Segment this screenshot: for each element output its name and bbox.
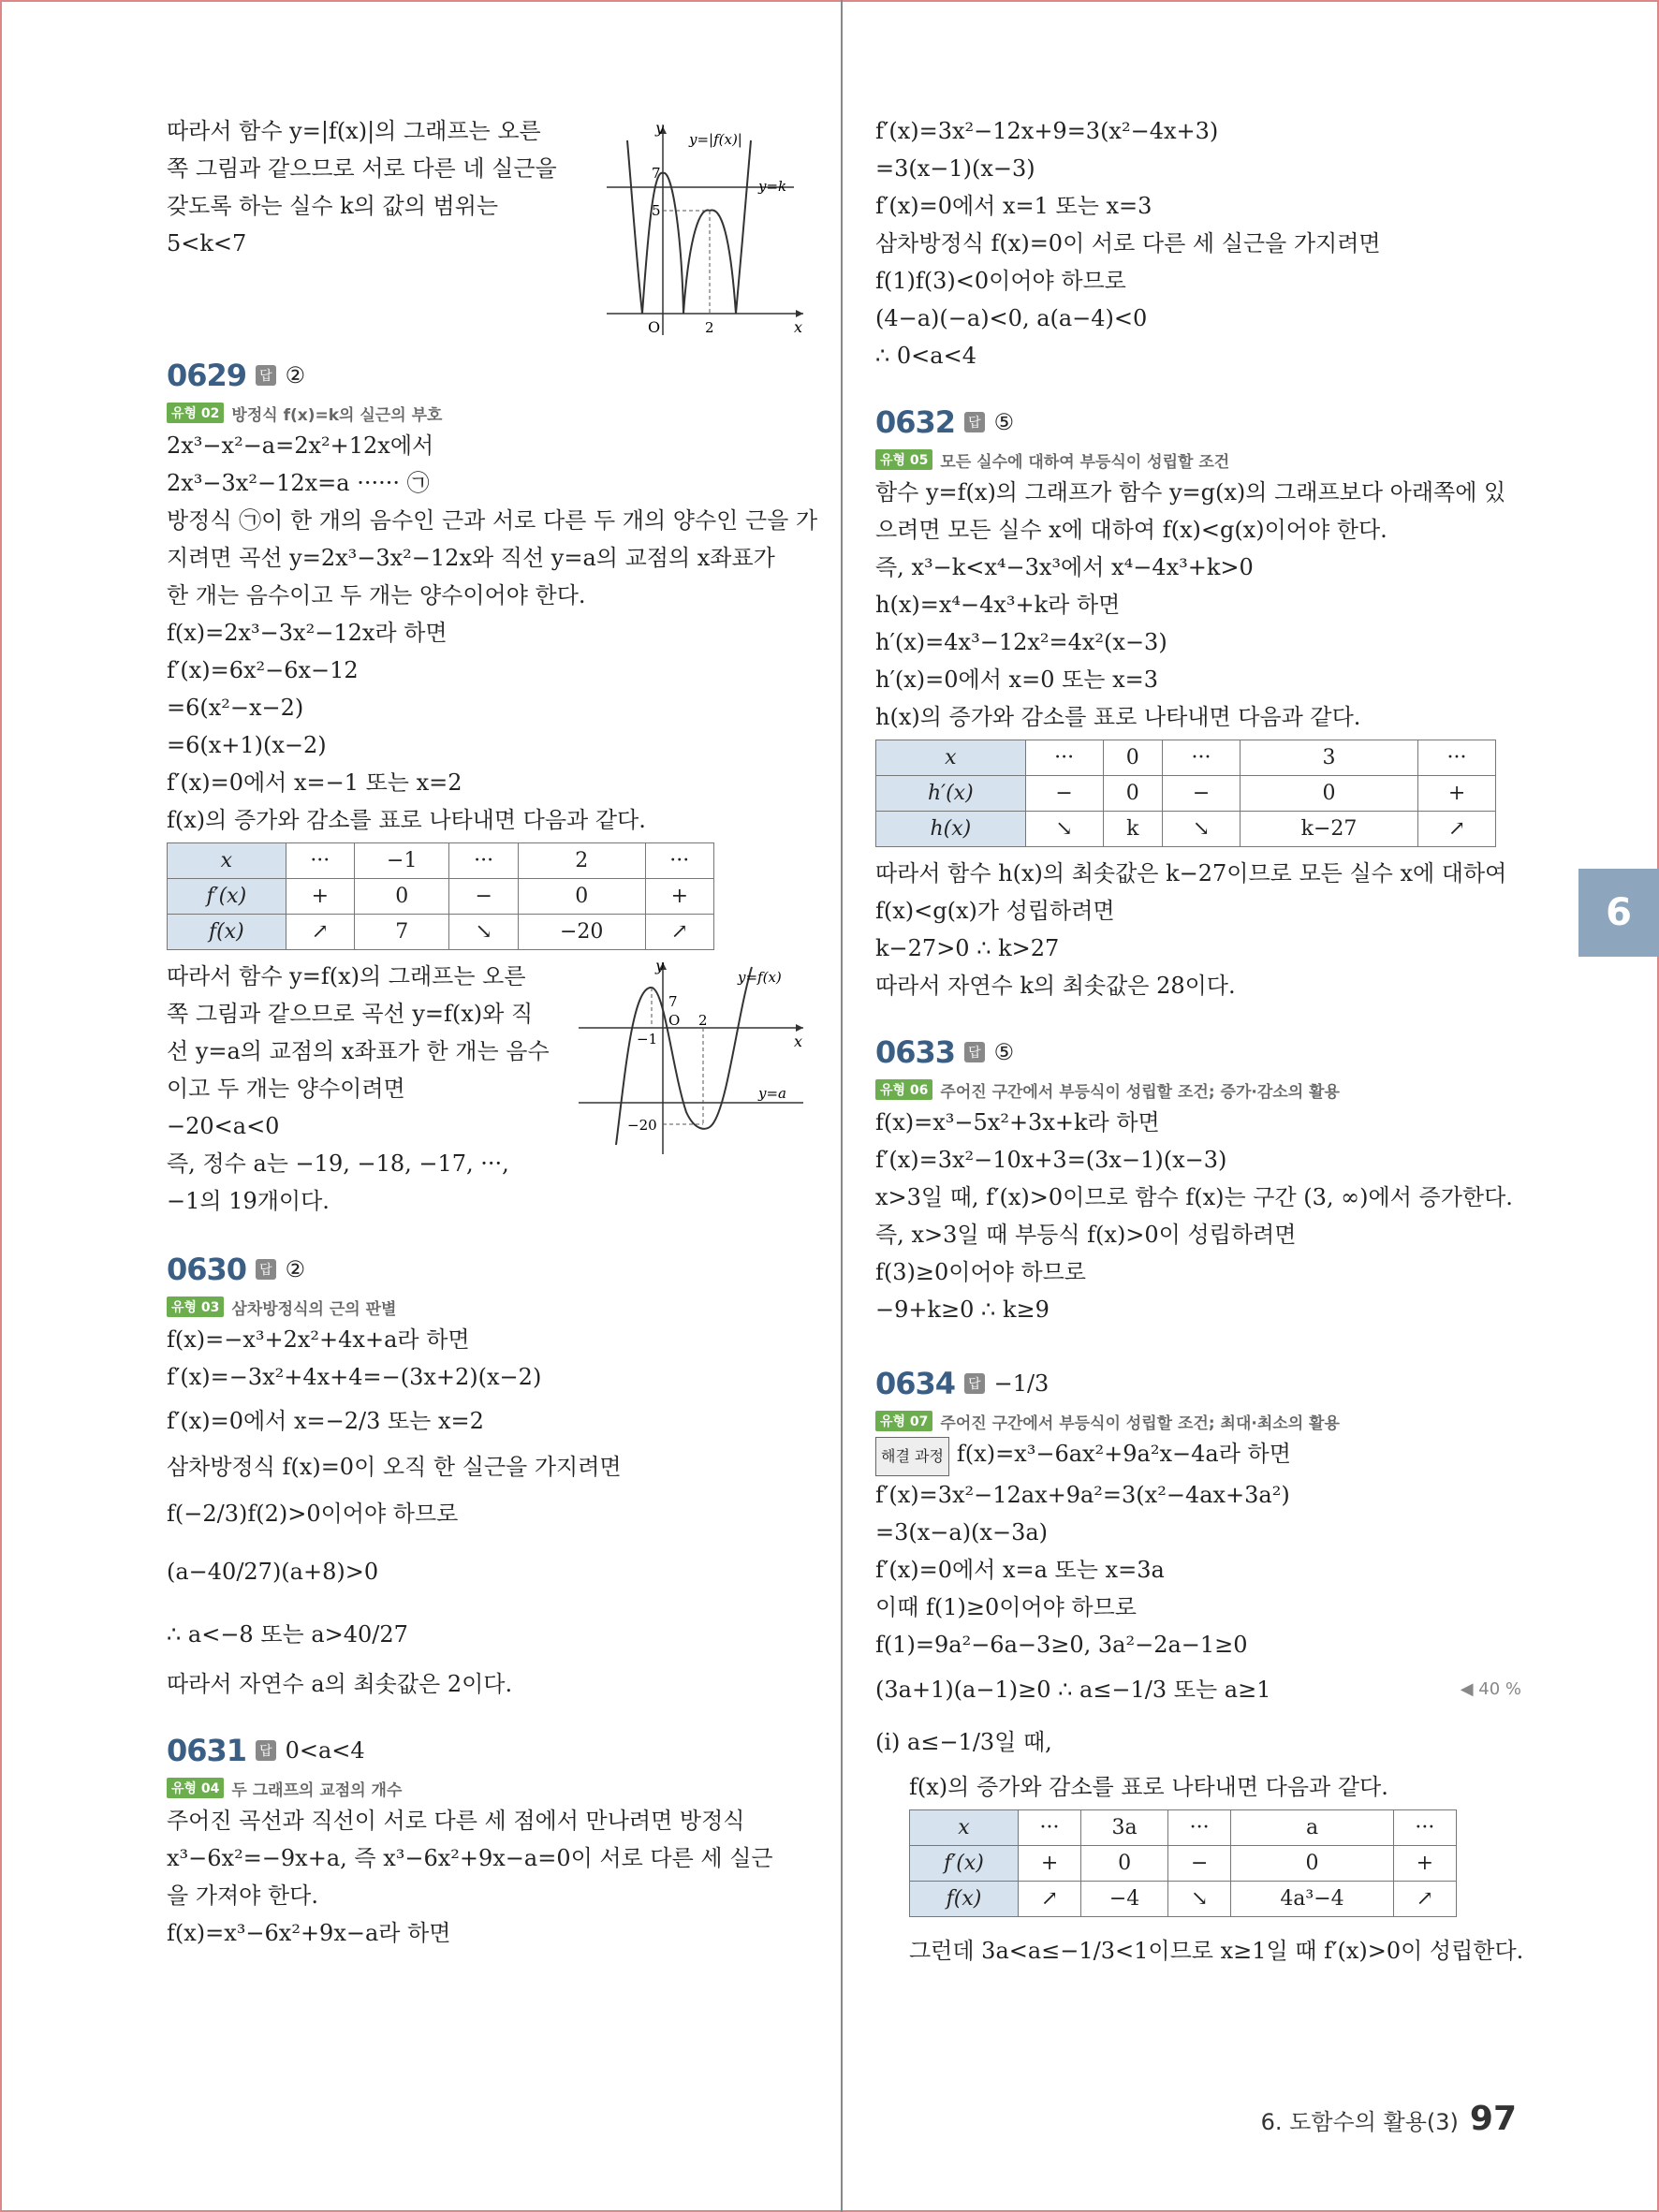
sol-line: −20<a<0	[167, 1113, 280, 1139]
sol-line: −9+k≥0 ∴ k≥9	[875, 1296, 1050, 1323]
table-cell: ↘	[449, 915, 518, 950]
sol-line: f(x)<g(x)가 성립하려면	[875, 898, 1115, 924]
graph1-line-label: y=k	[758, 178, 787, 195]
solution-process-badge: 해결 과정	[875, 1437, 949, 1476]
answer: ⑤	[993, 1039, 1015, 1065]
sol-line: f(x)의 증가와 감소를 표로 나타내면 다음과 같다.	[167, 807, 646, 833]
type-badge: 유형 05	[875, 449, 932, 470]
table-cell: x	[168, 843, 286, 879]
type-badge: 유형 06	[875, 1079, 932, 1100]
intro-line-1: 따라서 함수 y=|f(x)|의 그래프는 오른	[167, 118, 541, 144]
table-cell: 0	[1081, 1846, 1168, 1882]
sol-line: h′(x)=4x³−12x²=4x²(x−3)	[875, 629, 1167, 655]
table-cell: +	[645, 879, 713, 915]
right-column	[875, 112, 1524, 1977]
sol-line: −1의 19개이다.	[167, 1188, 330, 1214]
graph2-tick-m20: −20	[627, 1117, 657, 1134]
table-cell: 3a	[1081, 1810, 1168, 1846]
table-cell: 3	[1240, 740, 1417, 776]
table-cell: ···	[1163, 740, 1241, 776]
sol-line: (a−40/27)(a+8)>0	[167, 1559, 379, 1585]
type-title: 삼차방정식의 근의 판별	[231, 1299, 397, 1319]
intro-line-4: 5<k<7	[167, 230, 247, 256]
sol-line: 선 y=a의 교점의 x좌표가 한 개는 음수	[167, 1038, 550, 1064]
sol-line: k−27>0 ∴ k>27	[875, 935, 1060, 961]
graph2-x-axis-label: x	[794, 1033, 803, 1050]
sol-line: f(x)=2x³−3x²−12x라 하면	[167, 620, 448, 646]
problem-0632-solution-b	[875, 855, 1521, 1004]
graph1-tick-5: 5	[652, 202, 661, 219]
graph1-func-label: y=|f(x)|	[689, 131, 742, 148]
table-cell: +	[1418, 776, 1496, 812]
increase-decrease-table-0634	[909, 1809, 1457, 1917]
increase-decrease-table-0632	[875, 740, 1496, 847]
table-cell: ↗	[286, 915, 354, 950]
type-badge: 유형 03	[167, 1296, 224, 1317]
sol-line: 지려면 곡선 y=2x³−3x²−12x와 직선 y=a의 교점의 x좌표가	[167, 545, 775, 571]
sol-line: f′(x)=3x²−12ax+9a²=3(x²−4ax+3a²)	[875, 1482, 1290, 1508]
table-cell: k−27	[1240, 812, 1417, 847]
sol-line: 따라서 함수 h(x)의 최솟값은 k−27이므로 모든 실수 x에 대하여	[875, 860, 1507, 886]
table-cell: ···	[1025, 740, 1103, 776]
problem-0633-header	[875, 1029, 1521, 1076]
sol-line: 삼차방정식 f(x)=0이 서로 다른 세 실근을 가지려면	[875, 230, 1381, 256]
graph2-tick-2: 2	[698, 1012, 708, 1029]
table-cell: ↘	[1168, 1882, 1231, 1917]
sol-text: (3a+1)(a−1)≥0 ∴ a≤−1/3 또는 a≥1	[875, 1677, 1271, 1703]
sol-line: 따라서 자연수 a의 최솟값은 2이다.	[167, 1671, 513, 1697]
graph2-origin-label: O	[668, 1012, 681, 1029]
sol-line: ∴ 0<a<4	[875, 343, 976, 369]
sol-line: f(x)=−x³+2x²+4x+a라 하면	[167, 1326, 470, 1353]
graph2-tick-7: 7	[668, 993, 678, 1010]
sol-line: =6(x+1)(x−2)	[167, 732, 327, 758]
type-row	[167, 399, 813, 427]
table-cell: ···	[449, 843, 518, 879]
type-row	[167, 1293, 813, 1321]
sol-line: =3(x−1)(x−3)	[875, 155, 1035, 182]
graph1-y-axis-label: y	[655, 122, 665, 137]
abs-f-graph	[607, 122, 813, 337]
type-title: 주어진 구간에서 부등식이 성립할 조건; 최대·최소의 활용	[940, 1414, 1340, 1433]
answer-icon: 답	[964, 412, 985, 432]
answer: 0<a<4	[285, 1737, 365, 1764]
sol-line: 2x³−x²−a=2x²+12x에서	[167, 432, 434, 459]
chapter-title: 6. 도함수의 활용(3)	[1260, 2109, 1459, 2135]
table-cell: ···	[286, 843, 354, 879]
increase-decrease-table-0629	[167, 842, 714, 950]
type-badge: 유형 04	[167, 1778, 224, 1798]
f-cubic-graph	[579, 958, 808, 1159]
table-cell: f(x)	[910, 1882, 1019, 1917]
type-badge: 유형 02	[167, 403, 224, 423]
graph1-tick-7: 7	[652, 165, 661, 182]
sol-line: 주어진 곡선과 직선이 서로 다른 세 점에서 만나려면 방정식	[167, 1808, 745, 1834]
table-cell: −	[1025, 776, 1103, 812]
graph2-tick-m1: −1	[637, 1031, 658, 1047]
sol-line: f′(x)=0에서 x=a 또는 x=3a	[875, 1557, 1165, 1583]
sol-line: ∴ a<−8 또는 a>40/27	[167, 1621, 408, 1648]
answer-icon: 답	[256, 1740, 276, 1761]
table-cell: h(x)	[876, 812, 1026, 847]
graph2-line-label: y=a	[758, 1085, 786, 1102]
problem-number: 0631	[167, 1733, 247, 1768]
sol-line: f′(x)=0에서 x=1 또는 x=3	[875, 193, 1152, 219]
type-title: 주어진 구간에서 부등식이 성립할 조건; 증가·감소의 활용	[940, 1082, 1340, 1102]
problem-number: 0633	[875, 1034, 956, 1070]
intro-block	[167, 112, 813, 336]
sol-line: (4−a)(−a)<0, a(a−4)<0	[875, 305, 1148, 331]
problem-0634-header	[875, 1360, 1521, 1407]
sol-line: 한 개는 음수이고 두 개는 양수이어야 한다.	[167, 582, 586, 608]
sol-line: f(x)=x³−6x²+9x−a라 하면	[167, 1920, 451, 1946]
sol-line: 즉, x³−k<x⁴−3x³에서 x⁴−4x³+k>0	[875, 554, 1254, 580]
table-cell: f′(x)	[168, 879, 286, 915]
table-cell: ↘	[1025, 812, 1103, 847]
answer-icon: 답	[256, 1259, 276, 1280]
graph1-x-axis-label: x	[794, 318, 803, 336]
table-cell: h′(x)	[876, 776, 1026, 812]
table-cell: −	[1163, 776, 1241, 812]
table-cell: ···	[1393, 1810, 1456, 1846]
table-cell: 0	[518, 879, 645, 915]
graph2-y-axis-label: y	[655, 958, 665, 974]
page-number: 97	[1469, 2100, 1517, 2138]
left-column	[167, 112, 818, 1952]
type-row	[875, 1076, 1521, 1104]
table-cell: ↗	[645, 915, 713, 950]
chapter-side-tab: 6	[1578, 869, 1659, 957]
type-badge: 유형 07	[875, 1411, 932, 1431]
graph2-func-label: y=f(x)	[738, 969, 782, 986]
table-cell: x	[876, 740, 1026, 776]
table-cell: 7	[355, 915, 449, 950]
table-cell: k	[1103, 812, 1163, 847]
table-cell: +	[1018, 1846, 1080, 1882]
table-cell: −	[449, 879, 518, 915]
sol-line: f(1)=9a²−6a−3≥0, 3a²−2a−1≥0	[875, 1632, 1248, 1658]
table-cell: ···	[1168, 1810, 1231, 1846]
sol-line: x³−6x²=−9x+a, 즉 x³−6x²+9x−a=0이 서로 다른 세 실근	[167, 1845, 773, 1871]
sol-line: f′(x)=3x²−12x+9=3(x²−4x+3)	[875, 118, 1219, 144]
table-cell: 4a³−4	[1231, 1882, 1393, 1917]
answer-icon: 답	[964, 1373, 985, 1394]
problem-0631-solution	[167, 1802, 813, 1952]
sol-line: f(3)≥0이어야 하므로	[875, 1259, 1086, 1285]
table-cell: 0	[1103, 776, 1163, 812]
table-cell: 0	[355, 879, 449, 915]
sol-line: 따라서 함수 y=f(x)의 그래프는 오른	[167, 963, 526, 989]
problem-0631-continued	[875, 112, 1521, 374]
type-row	[875, 446, 1521, 474]
sol-line: 이때 f(1)≥0이어야 하므로	[875, 1594, 1137, 1620]
sol-line: h′(x)=0에서 x=0 또는 x=3	[875, 667, 1158, 693]
table-cell: f(x)	[168, 915, 286, 950]
table-cell: 0	[1231, 1846, 1393, 1882]
graph1-origin-label: O	[648, 318, 661, 336]
table-cell: −20	[518, 915, 645, 950]
answer: −1/3	[993, 1370, 1050, 1397]
intro-line-2: 쪽 그림과 같으므로 서로 다른 네 실근을	[167, 155, 557, 182]
table-cell: 0	[1240, 776, 1417, 812]
table-cell: x	[910, 1810, 1019, 1846]
sol-line: 삼차방정식 f(x)=0이 오직 한 실근을 가지려면	[167, 1454, 622, 1480]
sol-line: f′(x)=0에서 x=−2/3 또는 x=2	[167, 1408, 484, 1434]
sol-line: 함수 y=f(x)의 그래프가 함수 y=g(x)의 그래프보다 아래쪽에 있	[875, 479, 1506, 505]
sol-line: =6(x²−x−2)	[167, 695, 304, 721]
column-divider	[841, 0, 843, 2212]
problem-number: 0634	[875, 1366, 956, 1401]
table-cell: ↗	[1018, 1882, 1080, 1917]
sol-line	[875, 1435, 1521, 1476]
graph1-tick-2: 2	[705, 319, 714, 336]
case-line: (ⅰ) a≤−1/3일 때,	[875, 1729, 1052, 1755]
sol-line: f(−2/3)f(2)>0이어야 하므로	[167, 1501, 459, 1527]
percent-badge: ◀ 40 %	[1460, 1679, 1521, 1699]
sol-line: f′(x)=6x²−6x−12	[167, 657, 359, 683]
problem-0629-solution-b	[167, 958, 813, 1222]
answer: ⑤	[993, 409, 1015, 435]
problem-0634-solution	[875, 1435, 1524, 1977]
sol-line: 즉, 정수 a는 −19, −18, −17, ···,	[167, 1150, 509, 1177]
table-cell: −	[1168, 1846, 1231, 1882]
sol-line: f′(x)=3x²−10x+3=(3x−1)(x−3)	[875, 1147, 1227, 1173]
answer: ②	[285, 362, 306, 388]
answer-icon: 답	[256, 365, 276, 386]
sol-line: h(x)=x⁴−4x³+k라 하면	[875, 592, 1121, 618]
sol-line: 으려면 모든 실수 x에 대하여 f(x)<g(x)이어야 한다.	[875, 517, 1387, 543]
problem-number: 0629	[167, 358, 247, 393]
table-cell: ···	[1018, 1810, 1080, 1846]
type-row	[167, 1774, 813, 1802]
type-title: 방정식 f(x)=k의 실근의 부호	[231, 405, 443, 425]
problem-number: 0632	[875, 404, 956, 440]
type-row	[875, 1407, 1521, 1435]
problem-0629-solution-a	[167, 427, 818, 839]
problem-0629-header	[167, 352, 813, 399]
table-cell: ···	[1418, 740, 1496, 776]
problem-0630-header	[167, 1246, 813, 1293]
sol-line: f′(x)=0에서 x=−1 또는 x=2	[167, 769, 462, 796]
table-cell: ↗	[1393, 1882, 1456, 1917]
table-cell: ···	[645, 843, 713, 879]
table-cell: +	[286, 879, 354, 915]
table-cell: f′(x)	[910, 1846, 1019, 1882]
sol-line: x>3일 때, f′(x)>0이므로 함수 f(x)는 구간 (3, ∞)에서 증가한다.	[875, 1184, 1513, 1210]
sol-line	[875, 1663, 1521, 1716]
sol-line: =3(x−a)(x−3a)	[875, 1519, 1049, 1545]
sol-line: h(x)의 증가와 감소를 표로 나타내면 다음과 같다.	[875, 704, 1361, 730]
sol-line: f(x)=x³−5x²+3x+k라 하면	[875, 1109, 1160, 1135]
table-cell: ↗	[1418, 812, 1496, 847]
sol-line: 즉, x>3일 때 부등식 f(x)>0이 성립하려면	[875, 1222, 1297, 1248]
problem-0632-header	[875, 399, 1521, 446]
table-cell: −4	[1081, 1882, 1168, 1917]
problem-0633-solution	[875, 1104, 1521, 1328]
sol-line: f′(x)=−3x²+4x+4=−(3x+2)(x−2)	[167, 1364, 542, 1390]
problem-number: 0630	[167, 1252, 247, 1287]
type-title: 모든 실수에 대하여 부등식이 성립할 조건	[940, 452, 1230, 472]
sol-line: 2x³−3x²−12x=a ······ ㉠	[167, 470, 430, 496]
sol-line: 을 가져야 한다.	[167, 1882, 318, 1909]
problem-0630-solution	[167, 1321, 813, 1703]
sol-line: 방정식 ㉠이 한 개의 음수인 근과 서로 다른 두 개의 양수인 근을 가	[167, 507, 818, 534]
sol-line: 이고 두 개는 양수이려면	[167, 1076, 405, 1102]
sol-line: 따라서 자연수 k의 최솟값은 28이다.	[875, 973, 1236, 999]
type-title: 두 그래프의 교점의 개수	[231, 1780, 403, 1800]
sol-line: 쪽 그림과 같으므로 곡선 y=f(x)와 직	[167, 1001, 534, 1027]
sol-text: f(x)=x³−6ax²+9a²x−4a라 하면	[956, 1441, 1291, 1467]
problem-0632-solution-a	[875, 474, 1521, 736]
page-footer	[1261, 2100, 1517, 2138]
intro-line-3: 갖도록 하는 실수 k의 값의 범위는	[167, 193, 499, 219]
last-line: 그런데 3a<a≤−1/3<1이므로 x≥1일 때 f′(x)>0이 성립한다.	[909, 1938, 1524, 1964]
problem-0631-header	[167, 1727, 813, 1774]
table-cell: 0	[1103, 740, 1163, 776]
table-cell: ↘	[1163, 812, 1241, 847]
table-cell: 2	[518, 843, 645, 879]
table-cell: −1	[355, 843, 449, 879]
sol-line: f(1)f(3)<0이어야 하므로	[875, 268, 1126, 294]
table-cell: a	[1231, 1810, 1393, 1846]
answer-icon: 답	[964, 1042, 985, 1062]
answer: ②	[285, 1256, 306, 1282]
table-cell: +	[1393, 1846, 1456, 1882]
case-desc: f(x)의 증가와 감소를 표로 나타내면 다음과 같다.	[909, 1774, 1388, 1800]
